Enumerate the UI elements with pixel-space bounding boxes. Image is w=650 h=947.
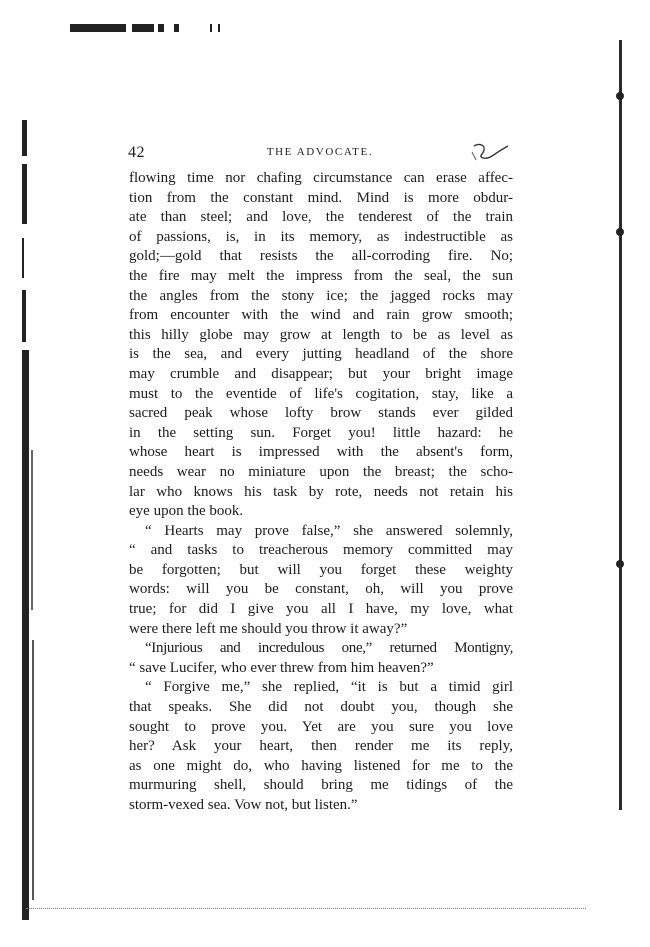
text-line: ate than steel; and love, the tenderest of the train (129, 209, 513, 226)
text-line: tion from the constant mind. Mind is more obdur- (129, 189, 513, 206)
text-line: this hilly globe may grow at length to be as level as (129, 326, 513, 343)
text-line: “ Hearts may prove false,” she answered solemnly, (145, 522, 513, 539)
text-line: may crumble and disappear; but your bright image (129, 365, 513, 382)
text-line: storm-vexed sea. Vow not, but listen.” (129, 797, 358, 813)
text-line: that speaks. She did not doubt you, though she (129, 699, 513, 716)
scan-edge-marks-bottom (26, 908, 586, 913)
running-head (128, 144, 512, 164)
text-line: is the sea, and every jutting headland of the shore (129, 346, 513, 363)
text-line: needs wear no miniature upon the breast; the scho- (129, 463, 513, 480)
text-line: sacred peak whose lofty brow stands ever gilded (129, 405, 513, 422)
text-line: “ Forgive me,” she replied, “it is but a timid girl (145, 679, 513, 696)
text-line: her? Ask your heart, then render me its reply, (129, 738, 513, 755)
text-line: true; for did I give you all I have, my love, what (129, 601, 513, 618)
text-line: lar who knows his task by rote, needs not retain his (129, 483, 513, 500)
scan-edge-marks-right (616, 40, 628, 820)
text-line: from encounter with the wind and rain grow smooth; (129, 307, 513, 324)
text-line: gold;—gold that resists the all-corroding fire. No; (129, 248, 513, 265)
scan-edge-marks-left (22, 120, 36, 920)
text-line: of passions, is, in its memory, as indestructible as (129, 228, 513, 245)
text-line: the angles from the stony ice; the jagged rocks may (129, 287, 513, 304)
text-line: “ and tasks to treacherous memory committed may (129, 542, 513, 559)
text-line: murmuring shell, should bring me tidings of the (129, 777, 513, 794)
text-line: “Injurious and incredulous one,” returned Montigny, (145, 640, 513, 657)
text-line: must to the eventide of life's cogitation, stay, like a (129, 385, 513, 402)
text-line: whose heart is impressed with the absent's form, (129, 444, 513, 461)
body-text (129, 169, 513, 816)
text-line: be forgotten; but will you forget these weighty (129, 561, 513, 578)
running-title: THE ADVOCATE. (266, 146, 374, 158)
page-number: 42 (128, 144, 145, 161)
text-line: “ save Lucifer, who ever threw from him heaven?” (129, 659, 434, 676)
text-line: were there left me should you throw it away?” (129, 620, 408, 637)
text-line: words: will you be constant, oh, will you prove (129, 581, 513, 598)
text-line: eye upon the book. (129, 503, 244, 520)
pencil-annotation-mark (466, 140, 512, 166)
text-line: flowing time nor chafing circumstance can erase affec- (129, 170, 513, 186)
text-line: as one might do, who having listened for me to the (129, 757, 513, 774)
text-line: in the setting sun. Forget you! little hazard: he (129, 424, 513, 441)
text-line: sought to prove you. Yet are you sure you love (129, 718, 513, 735)
text-line: the fire may melt the impress from the seal, the sun (129, 267, 513, 284)
